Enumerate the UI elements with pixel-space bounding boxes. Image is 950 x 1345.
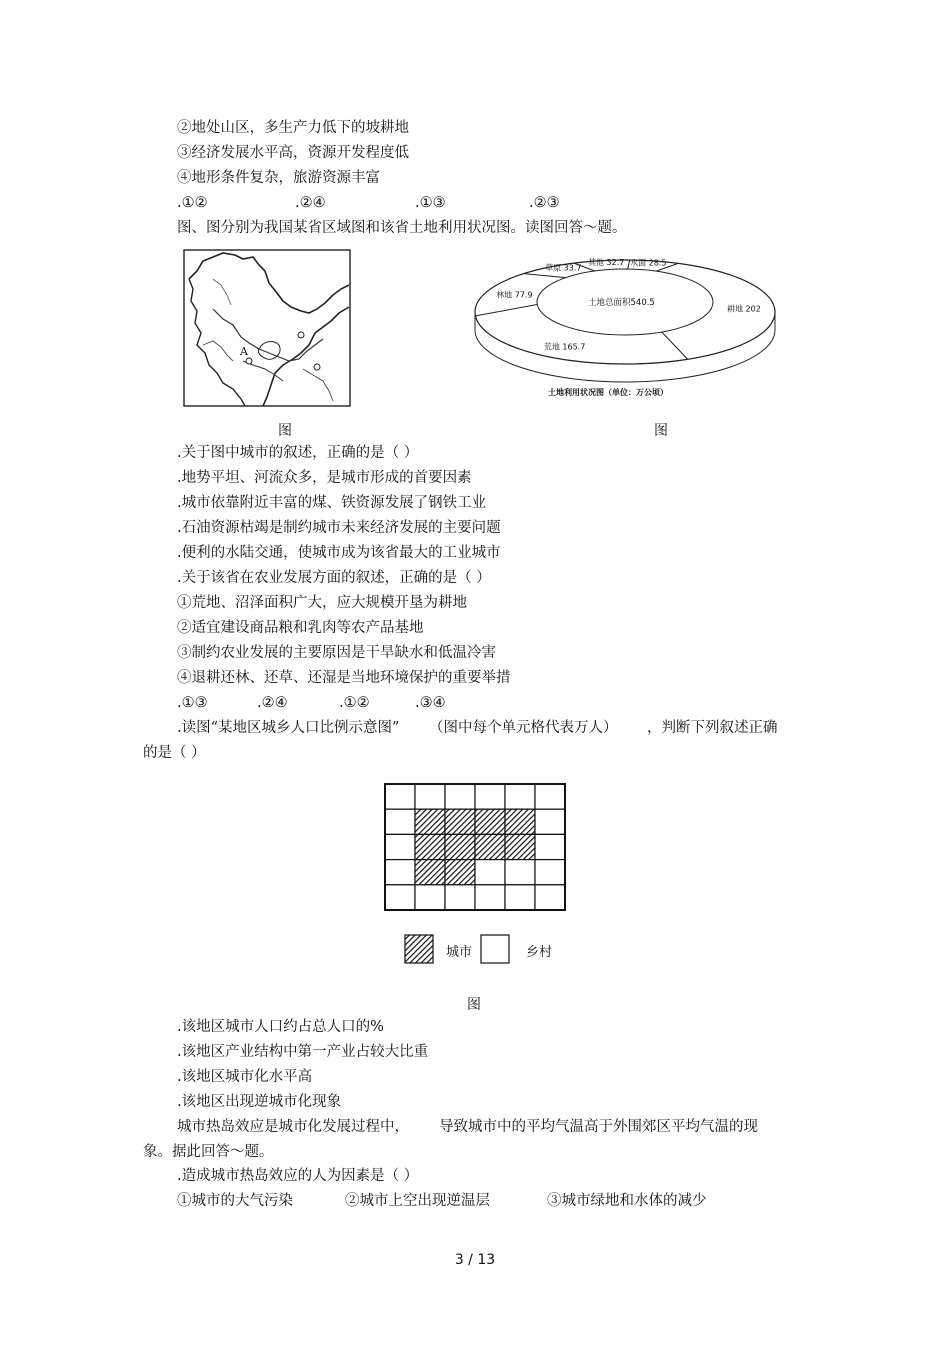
ring-slice-label: 林地 77.9: [496, 290, 533, 300]
q1-option-a: .地势平坦、河流众多，是城市形成的首要因素: [177, 470, 472, 486]
rural-cell: [415, 784, 445, 809]
rural-cell: [385, 834, 415, 859]
ring-slice-label: 耕地 202: [727, 304, 761, 314]
q3-option-b: .该地区产业结构中第一产业占较大比重: [177, 1044, 429, 1060]
rural-cell: [535, 885, 565, 910]
population-grid: [384, 783, 566, 911]
ring-slice-label: 荒地 165.7: [543, 342, 586, 352]
land-use-chart: [470, 250, 780, 400]
rural-cell: [385, 860, 415, 885]
q2-statement-2: ②适宜建设商品粮和乳肉等农产品基地: [177, 620, 424, 636]
rural-cell: [445, 885, 475, 910]
q1-option-b: .城市依靠附近丰富的煤、铁资源发展了钢铁工业: [177, 495, 487, 511]
heat-intro-part2: 导致城市中的平均气温高于外围郊区平均气温的现: [439, 1119, 758, 1135]
rural-cell: [385, 885, 415, 910]
heat-intro-line2: 象。据此回答～题。: [143, 1144, 274, 1160]
urban-cell: [505, 809, 535, 834]
urban-cell: [445, 860, 475, 885]
q4-statements: [177, 1191, 707, 1211]
legend-rural-swatch: [480, 934, 510, 964]
rural-cell: [505, 860, 535, 885]
q2-statement-4: ④退耕还林、还草、还湿是当地环境保护的重要举措: [177, 670, 511, 686]
rural-cell: [475, 784, 505, 809]
rural-cell: [505, 784, 535, 809]
q2-statement-1: ①荒地、沼泽面积广大，应大规模开垦为耕地: [177, 595, 467, 611]
q3-stem: [177, 718, 778, 738]
q4-statement-2: ②城市上空出现逆温层: [345, 1193, 490, 1209]
prev-choices: [177, 193, 560, 213]
q3-stem-part1: .读图“某地区城乡人口比例示意图”: [177, 720, 400, 736]
rural-cell: [385, 784, 415, 809]
q2-choices: [177, 693, 446, 713]
urban-cell: [415, 809, 445, 834]
prev-option-2: ②地处山区，多生产力低下的坡耕地: [177, 120, 409, 136]
grid-legend: [404, 934, 584, 966]
ring-slice-label: 其他 32.7: [587, 258, 625, 268]
q3-stem-part3: ，判断下列叙述正确: [647, 720, 778, 736]
urban-cell: [445, 809, 475, 834]
urban-cell: [505, 834, 535, 859]
choice-b: .②④: [295, 195, 326, 211]
rural-cell: [475, 860, 505, 885]
choice-c: .①③: [415, 195, 446, 211]
q2-choice-c: .①②: [339, 695, 370, 711]
figure-caption-right: 图: [654, 423, 668, 439]
page-number: 3 / 13: [454, 1252, 496, 1268]
province-map: [183, 249, 351, 407]
map-label-a: A: [240, 345, 248, 358]
legend-rural-label: 乡村: [526, 945, 553, 960]
grid-caption: 图: [467, 997, 481, 1013]
rural-cell: [445, 784, 475, 809]
heat-intro-part1: 城市热岛效应是城市化发展过程中，: [177, 1119, 409, 1135]
choice-a: .①②: [177, 195, 208, 211]
prev-option-3: ③经济发展水平高，资源开发程度低: [177, 145, 409, 161]
legend-urban-label: 城市: [446, 945, 473, 960]
figure-intro: 图、图分别为我国某省区域图和该省土地利用状况图。读图回答～题。: [177, 220, 627, 236]
q1-option-c: .石油资源枯竭是制约城市未来经济发展的主要问题: [177, 520, 501, 536]
rural-cell: [385, 809, 415, 834]
q4-statement-1: ①城市的大气污染: [177, 1193, 293, 1209]
q3-option-a: .该地区城市人口约占总人口的%: [177, 1019, 384, 1035]
urban-cell: [445, 834, 475, 859]
figure-caption-left: 图: [278, 423, 292, 439]
choice-d: .②③: [529, 195, 560, 211]
q1-stem: .关于图中城市的叙述，正确的是（ ）: [177, 445, 419, 461]
prev-option-4: ④地形条件复杂，旅游资源丰富: [177, 170, 380, 186]
q1-option-d: .便利的水陆交通，使城市成为该省最大的工业城市: [177, 545, 501, 561]
q4-statement-3: ③城市绿地和水体的减少: [547, 1193, 707, 1209]
q2-statement-3: ③制约农业发展的主要原因是干旱缺水和低温冷害: [177, 645, 496, 661]
heat-intro-line1: [177, 1117, 758, 1137]
q3-option-c: .该地区城市化水平高: [177, 1069, 313, 1085]
q2-choice-b: .②④: [257, 695, 288, 711]
q3-option-d: .该地区出现逆城市化现象: [177, 1094, 342, 1110]
rural-cell: [535, 860, 565, 885]
q3-stem-line2: 的是（ ）: [143, 745, 206, 761]
urban-cell: [475, 809, 505, 834]
q2-stem: .关于该省在农业发展方面的叙述，正确的是（ ）: [177, 570, 491, 586]
q3-stem-part2: （图中每个单元格代表万人）: [429, 720, 618, 736]
rural-cell: [415, 885, 445, 910]
rural-cell: [475, 885, 505, 910]
q2-choice-a: .①③: [177, 695, 208, 711]
urban-cell: [475, 834, 505, 859]
ring-center-label: 土地总面积540.5: [588, 298, 655, 308]
rural-cell: [535, 784, 565, 809]
ring-slice-label: 草原 33.7: [545, 263, 582, 273]
q2-choice-d: .③④: [415, 695, 446, 711]
q4-stem: .造成城市热岛效应的人为因素是（ ）: [177, 1168, 419, 1184]
urban-cell: [415, 834, 445, 859]
ring-slice-label: 水面 28.5: [630, 258, 667, 268]
rural-cell: [505, 885, 535, 910]
urban-cell: [415, 860, 445, 885]
rural-cell: [535, 809, 565, 834]
rural-cell: [535, 834, 565, 859]
legend-urban-swatch: [404, 934, 434, 964]
ring-caption: 土地利用状况图（单位：万公顷）: [548, 388, 668, 397]
